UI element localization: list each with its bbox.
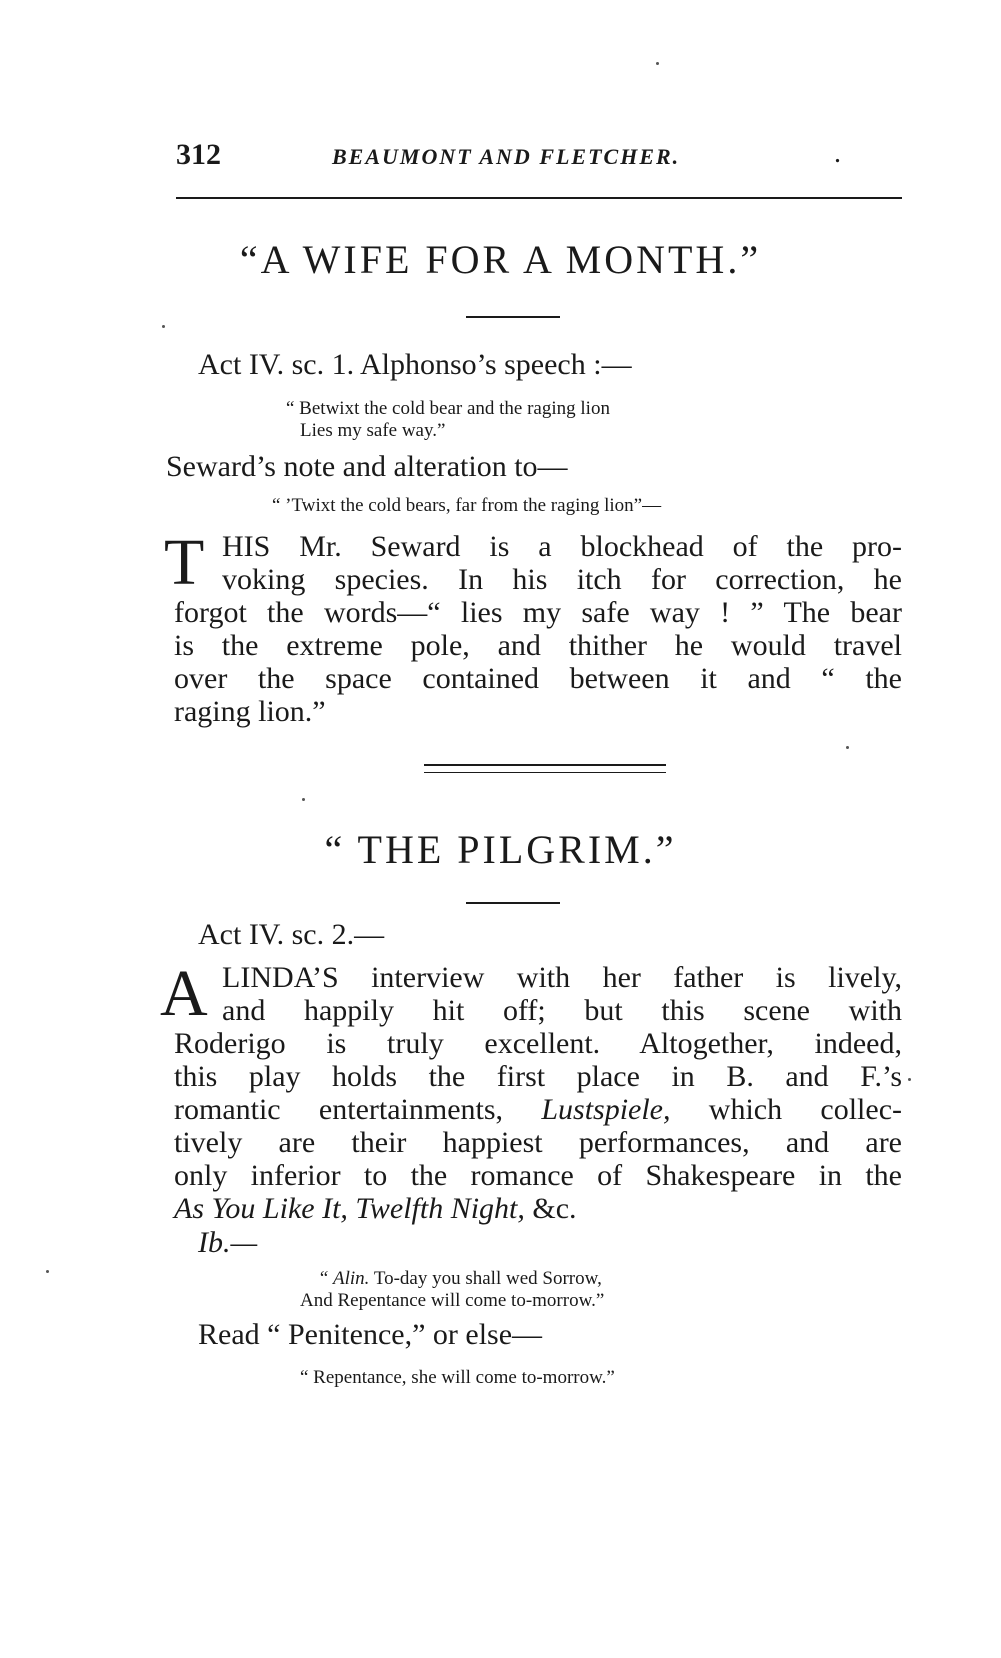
quote-line: And Repentance will come to-morrow.” — [300, 1290, 605, 1311]
quote-line: “ ’Twixt the cold bears, far from the raging lion”— — [272, 495, 662, 516]
speaker-name: “ Alin. — [318, 1268, 370, 1289]
page-header — [176, 138, 904, 178]
note-line: Seward’s note and alteration to— — [166, 450, 568, 483]
paragraph-line: Roderigo is truly excellent. Altogether, indeed, — [174, 1027, 902, 1060]
quote-line: “ Betwixt the cold bear and the raging lion — [286, 398, 610, 419]
paragraph-line: LINDA’S interview with her father is lively, — [222, 961, 902, 994]
header-rule — [176, 197, 902, 199]
paragraph-line: and happily hit off; but this scene with — [222, 994, 902, 1027]
header-dot: . — [834, 138, 841, 169]
paragraph-line: HIS Mr. Seward is a blockhead of the pro- — [222, 530, 902, 563]
paragraph-line: raging lion.” — [174, 695, 326, 728]
italic-term: Lustspiele, — [541, 1093, 671, 1126]
print-speck — [302, 798, 305, 801]
act-line: Act IV. sc. 2.— — [198, 918, 385, 951]
section-divider — [424, 764, 666, 773]
print-speck — [908, 1078, 911, 1081]
read-line: Read “ Penitence,” or else— — [198, 1318, 543, 1351]
print-speck — [46, 1270, 49, 1273]
title-rule — [466, 902, 560, 904]
title-rule — [466, 316, 560, 318]
paragraph-line: tively are their happiest performances, and are — [174, 1126, 902, 1159]
section-title-pilgrim: “ THE PILGRIM.” — [324, 827, 677, 872]
paragraph-line — [174, 1192, 902, 1226]
quote-line — [318, 1268, 602, 1290]
section-title-wife-for-a-month: “A WIFE FOR A MONTH.” — [239, 237, 762, 282]
running-head: BEAUMONT AND FLETCHER. — [332, 144, 681, 169]
text-run: romantic entertainments, — [174, 1093, 504, 1126]
quote-line: Lies my safe way.” — [300, 420, 446, 441]
drop-cap: T — [164, 526, 205, 599]
italic-titles: As You Like It, Twelfth Night, — [174, 1192, 525, 1225]
quote-text: To-day you shall wed Sorrow, — [373, 1268, 602, 1289]
act-line: Act IV. sc. 1. Alphonso’s speech :— — [198, 348, 632, 381]
paragraph-line — [174, 1093, 902, 1127]
drop-cap: A — [160, 957, 208, 1030]
paragraph-line: forgot the words—“ lies my safe way ! ” The bear — [174, 596, 902, 629]
paragraph-line: is the extreme pole, and thither he would travel — [174, 629, 902, 662]
ib-line: Ib.— — [198, 1226, 258, 1259]
text-run: &c. — [532, 1192, 577, 1225]
page-number: 312 — [176, 138, 221, 171]
paragraph-line: this play holds the first place in B. and F.’s — [174, 1060, 902, 1093]
paragraph-line: over the space contained between it and “ the — [174, 662, 902, 695]
paragraph-line: voking species. In his itch for correction, he — [222, 563, 902, 596]
print-speck — [656, 62, 659, 65]
print-speck — [162, 325, 165, 328]
text-run: which collec- — [708, 1093, 903, 1126]
paragraph-line: only inferior to the romance of Shakespeare in the — [174, 1159, 902, 1192]
quote-line: “ Repentance, she will come to-morrow.” — [300, 1367, 615, 1388]
print-speck — [846, 746, 849, 749]
